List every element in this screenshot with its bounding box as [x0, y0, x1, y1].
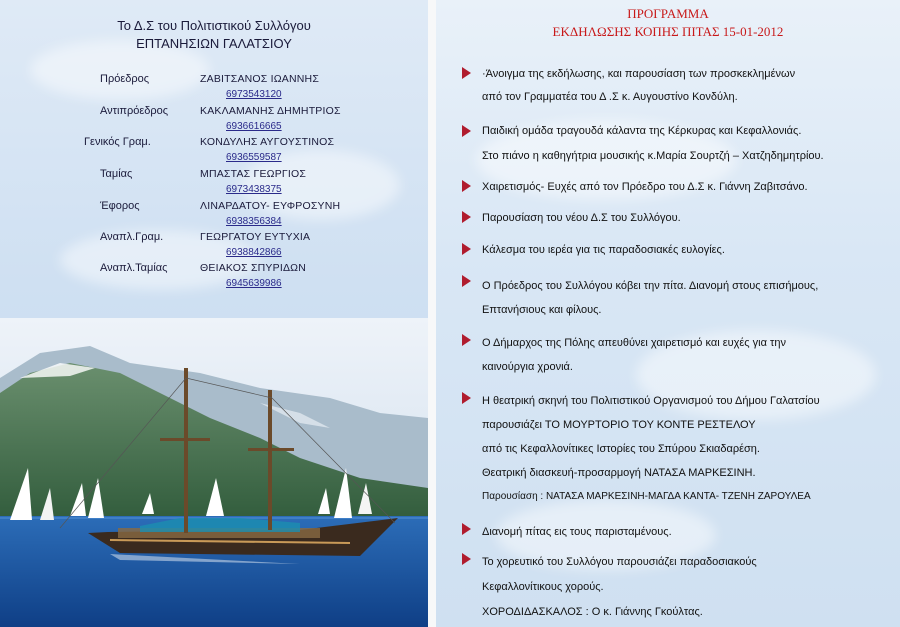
list-item-continuation: παρουσιάζει ΤΟ ΜΟΥΡΤΟΡΙΟ ΤΟΥ ΚΟΝΤΕ ΡΕΣΤΕΛΟΥ [482, 419, 756, 431]
red-arrow-icon [462, 392, 471, 404]
right-panel [436, 0, 900, 627]
association-name: ΕΠΤΑΝΗΣΙΩΝ ΓΑΛΑΤΣΙΟΥ [136, 36, 292, 51]
red-arrow-icon [462, 125, 471, 137]
red-arrow-icon [462, 67, 471, 79]
sailing-ship-photo [0, 318, 428, 627]
list-item: Παιδική ομάδα τραγουδά κάλαντα της Κέρκυρας και Κεφαλλονιάς. [482, 125, 802, 137]
list-item: Το χορευτικό του Συλλόγου παρουσιάζει παραδοσιακούς [482, 556, 757, 568]
board-member-name: ΚΟΝΔΥΛΗΣ ΑΥΓΟΥΣΤΙΝΟΣ [200, 136, 335, 148]
red-arrow-icon [462, 523, 471, 535]
board-heading: Το Δ.Σ του Πολιτιστικού Συλλόγου [117, 18, 311, 33]
program-subtitle: ΕΚΔΗΛΩΣΗΣ ΚΟΠΗΣ ΠΙΤΑΣ 15-01-2012 [552, 24, 784, 39]
list-item-continuation: Παρουσίαση : ΝΑΤΑΣΑ ΜΑΡΚΕΣΙΝΗ-ΜΑΓΔΑ ΚΑΝΤΑ- ΤΖΕΝΗ ΖΑΡΟΥΛΕΑ [482, 491, 811, 502]
board-role: Αντιπρόεδρος [100, 105, 169, 117]
board-member-phone: 6938842866 [226, 247, 282, 258]
board-role: Αναπλ.Γραμ. [100, 231, 164, 243]
list-item: Ο Πρόεδρος του Συλλόγου κόβει την πίτα. Διανομή στους επισήμους, [482, 280, 819, 292]
list-item: Κάλεσμα του ιερέα για τις παραδοσιακές ευλογίες. [482, 244, 725, 256]
board-role: Έφορος [100, 200, 140, 212]
red-arrow-icon [462, 180, 471, 192]
list-item: Διανομή πίτας εις τους παρισταμένους. [482, 526, 672, 538]
board-role: Γενικός Γραμ. [84, 136, 151, 148]
board-member-name: ΜΠΑΣΤΑΣ ΓΕΩΡΓΙΟΣ [200, 168, 307, 180]
board-member-phone: 6973438375 [226, 184, 282, 195]
board-member-name: ΚΑΚΛΑΜΑΝΗΣ ΔΗΜΗΤΡΙΟΣ [200, 105, 341, 117]
board-member-name: ΓΕΩΡΓΑΤΟΥ ΕΥΤΥΧΙΑ [200, 231, 311, 243]
red-arrow-icon [462, 211, 471, 223]
red-arrow-icon [462, 243, 471, 255]
list-item: ·Άνοιγμα της εκδήλωσης, και παρουσίαση των προσκεκλημένων [482, 68, 796, 80]
red-arrow-icon [462, 553, 471, 565]
list-item: Παρουσίαση του νέου Δ.Σ του Συλλόγου. [482, 212, 681, 224]
list-item: Ο Δήμαρχος της Πόλης απευθύνει χαιρετισμό και ευχές για την [482, 337, 786, 349]
board-member-name: ΖΑΒΙΤΣΑΝΟΣ ΙΩΑΝΝΗΣ [200, 73, 320, 85]
list-item-continuation: Επτανήσιους και φίλους. [482, 304, 602, 316]
board-member-phone: 6945639986 [226, 278, 282, 289]
list-item-continuation: Κεφαλλονίτικους χορούς. [482, 581, 604, 593]
program-title: ΠΡΟΓΡΑΜΜΑ [627, 6, 709, 21]
board-role: Πρόεδρος [100, 73, 150, 85]
list-item-continuation: Στο πιάνο η καθηγήτρια μουσικής κ.Μαρία Σουρτζή – Χατζηδημητρίου. [482, 150, 824, 162]
board-member-name: ΛΙΝΑΡΔΑΤΟΥ- ΕΥΦΡΟΣΥΝΗ [200, 200, 341, 212]
red-arrow-icon [462, 334, 471, 346]
list-item-continuation: καινούργια χρονιά. [482, 361, 573, 373]
board-member-name: ΘΕΙΑΚΟΣ ΣΠΥΡΙΔΩΝ [200, 262, 306, 274]
list-item-continuation: ΧΟΡΟΔΙΔΑΣΚΑΛΟΣ : Ο κ. Γιάννης Γκούλτας. [482, 606, 703, 618]
board-member-phone: 6936616665 [226, 121, 282, 132]
board-role: Ταμίας [100, 168, 133, 180]
list-item-continuation: από τις Κεφαλλονίτικες Ιστορίες του Σπύρου Σκιαδαρέση. [482, 443, 760, 455]
board-member-phone: 6936559587 [226, 152, 282, 163]
list-item: Η θεατρική σκηνή του Πολιτιστικού Οργανισμού του Δήμου Γαλατσίου [482, 395, 820, 407]
list-item-continuation: από τον Γραμματέα του Δ .Σ κ. Αυγουστίνο Κονδύλη. [482, 91, 738, 103]
left-panel [0, 0, 428, 627]
board-member-phone: 6938356384 [226, 216, 282, 227]
list-item-continuation: Θεατρική διασκευή-προσαρμογή ΝΑΤΑΣΑ ΜΑΡΚΕΣΙΝΗ. [482, 467, 756, 479]
board-role: Αναπλ.Ταμίας [100, 262, 168, 274]
list-item: Χαιρετισμός- Ευχές από τον Πρόεδρο του Δ.Σ κ. Γιάννη Ζαβιτσάνο. [482, 181, 808, 193]
red-arrow-icon [462, 275, 471, 287]
page-fold [428, 0, 436, 627]
board-member-phone: 6973543120 [226, 89, 282, 100]
